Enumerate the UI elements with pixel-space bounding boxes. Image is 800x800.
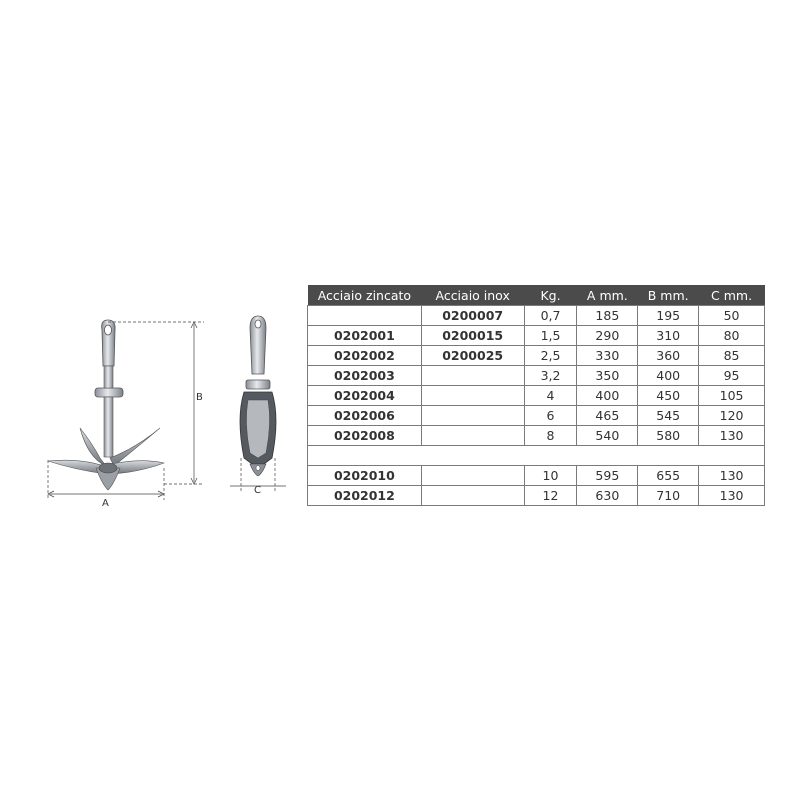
cell-c: 95 xyxy=(699,366,765,386)
cell-c: 130 xyxy=(699,426,765,446)
cell-zincato: 0202002 xyxy=(308,346,422,366)
cell-inox xyxy=(421,486,524,506)
cell-inox xyxy=(421,386,524,406)
cell-kg: 0,7 xyxy=(524,306,577,326)
table-row xyxy=(308,466,765,486)
anchor-dimension-drawing xyxy=(40,308,300,508)
cell-kg: 8 xyxy=(524,426,577,446)
header-acciaio-zincato: Acciaio zincato xyxy=(308,285,422,306)
cell-zincato: 0202004 xyxy=(308,386,422,406)
anchor-side-view xyxy=(240,316,276,476)
cell-kg: 3,2 xyxy=(524,366,577,386)
cell-kg: 1,5 xyxy=(524,326,577,346)
cell-b: 545 xyxy=(638,406,699,426)
anchor-front-view xyxy=(48,320,164,490)
cell-zincato: 0202012 xyxy=(308,486,422,506)
header-a-mm: A mm. xyxy=(577,285,638,306)
cell-b: 195 xyxy=(638,306,699,326)
dimension-label-b: B xyxy=(196,392,203,403)
cell-b: 580 xyxy=(638,426,699,446)
cell-kg: 6 xyxy=(524,406,577,426)
cell-c: 120 xyxy=(699,406,765,426)
cell-c: 130 xyxy=(699,486,765,506)
table-row xyxy=(308,486,765,506)
cell-c: 85 xyxy=(699,346,765,366)
cell-b: 400 xyxy=(638,366,699,386)
cell-a: 630 xyxy=(577,486,638,506)
table-row xyxy=(308,346,765,366)
header-kg: Kg. xyxy=(524,285,577,306)
cell-a: 350 xyxy=(577,366,638,386)
dimension-lines xyxy=(48,322,204,500)
table-row-spacer xyxy=(308,446,765,466)
spacer-cell xyxy=(308,446,765,466)
cell-zincato: 0202003 xyxy=(308,366,422,386)
cell-zincato xyxy=(308,306,422,326)
cell-zincato: 0202008 xyxy=(308,426,422,446)
header-acciaio-inox: Acciaio inox xyxy=(421,285,524,306)
cell-c: 50 xyxy=(699,306,765,326)
cell-c: 80 xyxy=(699,326,765,346)
cell-inox xyxy=(421,426,524,446)
cell-b: 655 xyxy=(638,466,699,486)
cell-inox: 0200007 xyxy=(421,306,524,326)
cell-inox xyxy=(421,466,524,486)
cell-zincato: 0202001 xyxy=(308,326,422,346)
table-row xyxy=(308,426,765,446)
table-row xyxy=(308,306,765,326)
cell-c: 130 xyxy=(699,466,765,486)
cell-kg: 4 xyxy=(524,386,577,406)
cell-inox xyxy=(421,406,524,426)
cell-a: 185 xyxy=(577,306,638,326)
cell-kg: 2,5 xyxy=(524,346,577,366)
cell-c: 105 xyxy=(699,386,765,406)
cell-a: 595 xyxy=(577,466,638,486)
cell-a: 400 xyxy=(577,386,638,406)
cell-kg: 12 xyxy=(524,486,577,506)
dimension-label-a: A xyxy=(102,498,109,508)
cell-a: 330 xyxy=(577,346,638,366)
cell-b: 360 xyxy=(638,346,699,366)
cell-a: 290 xyxy=(577,326,638,346)
table-row xyxy=(308,326,765,346)
table-row xyxy=(308,406,765,426)
cell-b: 310 xyxy=(638,326,699,346)
cell-zincato: 0202006 xyxy=(308,406,422,426)
dimension-label-c: C xyxy=(254,485,261,496)
cell-inox: 0200025 xyxy=(421,346,524,366)
cell-a: 540 xyxy=(577,426,638,446)
cell-inox: 0200015 xyxy=(421,326,524,346)
header-b-mm: B mm. xyxy=(638,285,699,306)
cell-kg: 10 xyxy=(524,466,577,486)
cell-inox xyxy=(421,366,524,386)
table-header-row xyxy=(308,285,765,306)
anchor-spec-table xyxy=(307,285,765,506)
cell-b: 450 xyxy=(638,386,699,406)
cell-a: 465 xyxy=(577,406,638,426)
cell-zincato: 0202010 xyxy=(308,466,422,486)
cell-b: 710 xyxy=(638,486,699,506)
table-row xyxy=(308,366,765,386)
table-row xyxy=(308,386,765,406)
header-c-mm: C mm. xyxy=(699,285,765,306)
